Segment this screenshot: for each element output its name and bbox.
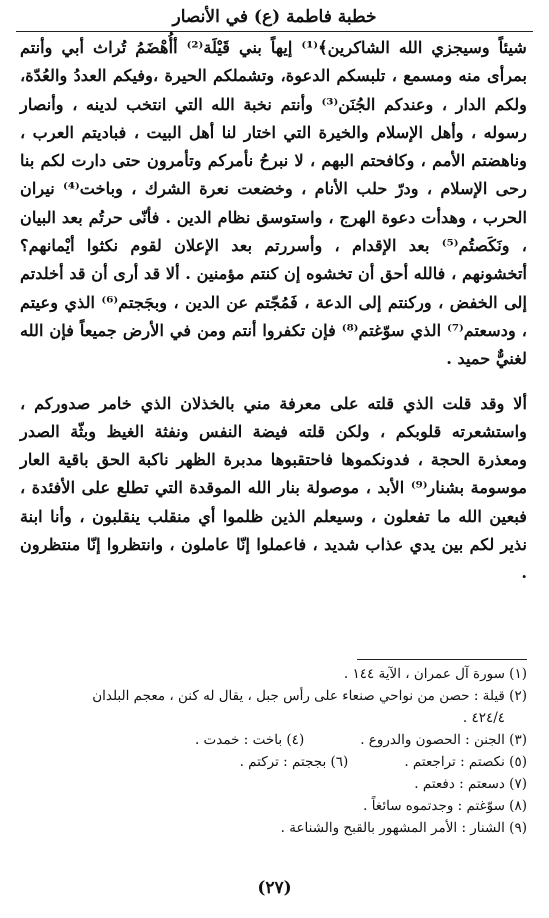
footnote-8: (٨) سوّغتم : وجدتموه سائغاً . bbox=[363, 798, 527, 814]
paragraph-2: ألا وقد قلت الذي قلته على معرفة مني بالخذلان الذي خامر صدوركم ، واستشعرته قلوبكم ، ولكن قلته فيضة النفس ونفثة الغيظ وبثّة الصدر ومعذرة الحجة ، فدونكموها فاحتقبوها مدبرة الظهر ناكبة الحق باقية العار موسومة بشنار⁽⁹⁾ الأبد ، موصولة بنار الله الموقدة التي تطلع على الأفئدة ، فبعين الله ما تفعلون ، وسيعلم الذين ظلموا أي منقلب ينقلبون ، وأنا ابنة نذير لكم بين يدي عذاب شديد ، فاعملوا إنّا عاملون ، وانتظروا إنّا منتظرون . bbox=[20, 393, 527, 583]
footnote-row-3-4 bbox=[20, 729, 527, 751]
footnote-row-5-6 bbox=[20, 751, 527, 773]
footnote-1: (١) سورة آل عمران ، الآية ١٤٤ . bbox=[343, 666, 527, 682]
page-number: (٢٧) bbox=[257, 878, 292, 898]
footnote-9: (٩) الشنار : الأمر المشهور بالقبح والشناعة . bbox=[280, 820, 527, 836]
header-rule bbox=[16, 31, 533, 32]
page-header-title: خطبة فاطمة (ع) في الأنصار bbox=[172, 7, 377, 27]
footnote-2: (٢) قيلة : حصن من نواحي صنعاء على رأس جبل ، يقال له كنن ، معجم البلدان bbox=[92, 688, 527, 704]
footnote-3: (٣) الجنن : الحصون والدروع . bbox=[360, 732, 527, 748]
paragraph-1: شيئاً وسيجزي الله الشاكرين﴾⁽¹⁾ إيهاً بني قَيْلَة⁽²⁾ أأُهْضَمُ تُراث أبي وأنتم بمرأى منه ومسمع ، تلبسكم الدعوة، وتشملكم الحيرة ،وفيكم العددُ والعُدّة، ولكم الدار ، وعندكم الجُنَن⁽³⁾ وأنتم نخبة الله التي انتخب لدينه ، وأنصار رسوله ، وأهل الإسلام والخيرة التي اختار لنا أهل البيت ، فباديتم العرب ، وناهضتم الأمم ، وكافحتم البهم ، لا نبرحُ نأمركم وتأمرون حتى دارت لكم بنا رحى الإسلام ، ودرّ حلب الأنام ، وخضعت نعرة الشرك ، وباخت⁽⁴⁾ نيران الحرب ، وهدأت دعوة الهرج ، واستوسق نظام الدين . فأنّى حرتُم بعد البيان ، ونَكَصتُم⁽⁵⁾ بعد الإقدام ، وأسررتم بعد الإعلان لقوم نكثوا أيْمانهم؟ أتخشونهم ، فالله أحق أن تخشوه إن كنتم مؤمنين . ألا قد أرى أن قد أخلدتم إلى الخفض ، وركنتم إلى الدعة ، فَمُجّتم عن الدين ، وبجَجتم⁽⁶⁾ الذي وعيتم ، ودسعتم⁽⁷⁾ الذي سوّغتم⁽⁸⁾ فإن تكفروا أنتم ومن في الأرض جميعاً فإن الله لغنيٌّ حميد . bbox=[20, 38, 527, 369]
footnote-2-continuation: ٤٢٤/٤ . bbox=[462, 710, 505, 726]
footnotes bbox=[20, 663, 527, 839]
footnote-spacer bbox=[304, 729, 360, 751]
footnote-7: (٧) دسعتم : دفعتم . bbox=[414, 776, 527, 792]
main-text bbox=[20, 34, 527, 588]
footnote-spacer bbox=[348, 751, 404, 773]
footnote-rule bbox=[357, 659, 527, 660]
footnote-4: (٤) باخت : خمدت . bbox=[194, 732, 305, 748]
footnote-5: (٥) نكصتم : تراجعتم . bbox=[404, 754, 527, 770]
footnote-6: (٦) بججتم : تركتم . bbox=[239, 754, 349, 770]
